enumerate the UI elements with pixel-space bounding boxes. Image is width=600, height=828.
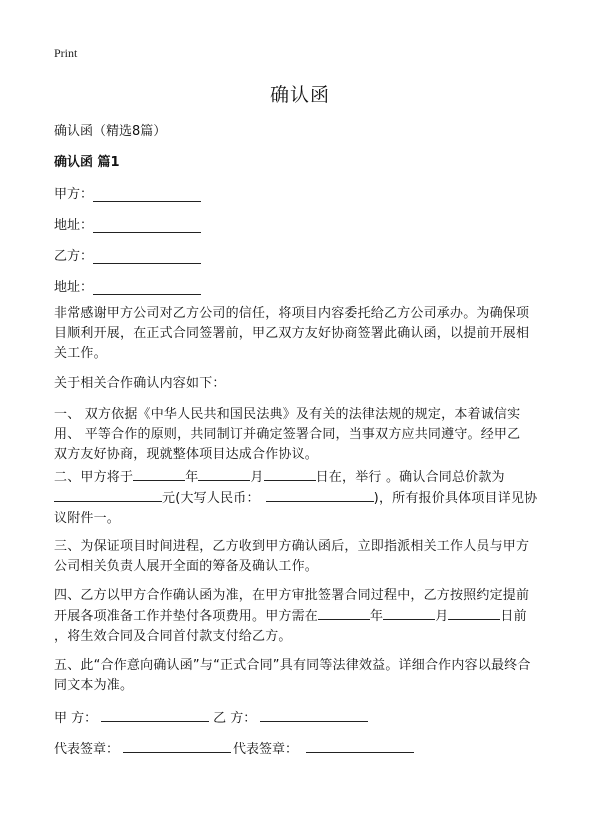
blank-amount-words (266, 488, 374, 502)
field-party-b (54, 245, 201, 264)
party-a-blank (101, 708, 209, 722)
clause-1 (54, 405, 548, 465)
clause-4 (54, 586, 548, 647)
field-address-b (54, 276, 201, 295)
rep-b-label: 代表签章： (233, 742, 299, 757)
party-b-blank (260, 708, 368, 722)
text-line: 关于相关合作确认内容如下： (54, 376, 226, 391)
lead-paragraph (54, 374, 548, 394)
rep-a-blank (123, 739, 231, 753)
text-line: 议附件一。 (54, 511, 121, 526)
rep-b-blank (306, 739, 414, 753)
blank-day (448, 606, 500, 620)
text-line: 一、 双方依据《中华人民共和国民法典》及有关的法律法规的规定，本着诚信实 (54, 407, 521, 422)
text-line: 同文本为准。 (54, 678, 134, 693)
field-label: 乙方： (54, 249, 94, 264)
text-line: 二、甲方将于 年 月 日在，举行 。确认合同总价款为 (54, 467, 548, 488)
field-label: 地址： (54, 218, 94, 233)
text-line: 四、乙方以甲方合作确认函为准，在甲方审批签署合同过程中，乙方按照约定提前 (54, 588, 530, 603)
field-party-a (54, 183, 201, 202)
text-line: 目顺利开展，在正式合同签署前，甲乙双方友好协商签署此确认函，以提前开展相 (54, 326, 530, 341)
blank-year (318, 606, 370, 620)
rep-a-label: 代表签章： (54, 742, 120, 757)
clause-2 (54, 467, 548, 529)
text-line: 五、此“合作意向确认函”与“正式合同”具有同等法律效益。详细合作内容以最终合 (54, 658, 531, 673)
text-line: 公司相关负责人展开全面的筹备及确认工作。 (54, 559, 319, 574)
field-label: 地址： (54, 280, 94, 295)
text-line: 用、 平等合作的原则，共同制订并确定签署合同，当事双方应共同遵守。经甲乙 (54, 427, 521, 442)
field-blank (93, 249, 201, 264)
section-title: 确认函 篇1 (54, 155, 120, 170)
text-line: 非常感谢甲方公司对乙方公司的信任，将项目内容委托给乙方公司承办。为确保项 (54, 306, 530, 321)
blank-month (383, 606, 435, 620)
clause-5 (54, 656, 548, 696)
blank-day (264, 467, 316, 481)
text-line: 关工作。 (54, 346, 107, 361)
print-link[interactable]: Print (54, 46, 78, 60)
blank-amount (54, 488, 162, 502)
blank-month (198, 467, 250, 481)
intro-paragraph (54, 304, 548, 364)
blank-year (133, 467, 185, 481)
field-blank (93, 280, 201, 295)
document-subtitle: 确认函（精选8篇） (54, 124, 167, 139)
document-title: 确认函 (269, 84, 330, 106)
field-label: 甲方： (54, 187, 94, 202)
signature-parties (54, 707, 368, 726)
field-blank (93, 218, 201, 233)
clause-3 (54, 537, 548, 577)
party-a-label: 甲 方： (54, 711, 98, 726)
field-address-a (54, 214, 201, 233)
text-line: 三、为保证项目时间进程，乙方收到甲方确认函后，立即指派相关工作人员与甲方 (54, 539, 530, 554)
signature-representatives (54, 738, 414, 757)
text-line: ，将生效合同及合同首付款支付给乙方。 (54, 629, 292, 644)
field-blank (93, 187, 201, 202)
text-line: 元(大写人民币： )，所有报价具体项目详见协 (54, 488, 548, 509)
party-b-label: 乙 方： (213, 711, 257, 726)
text-line: 双方友好协商，现就整体项目达成合作协议。 (54, 447, 319, 462)
text-line: 开展各项准备工作并垫付各项费用。甲方需在 年 月 日前 (54, 606, 548, 627)
